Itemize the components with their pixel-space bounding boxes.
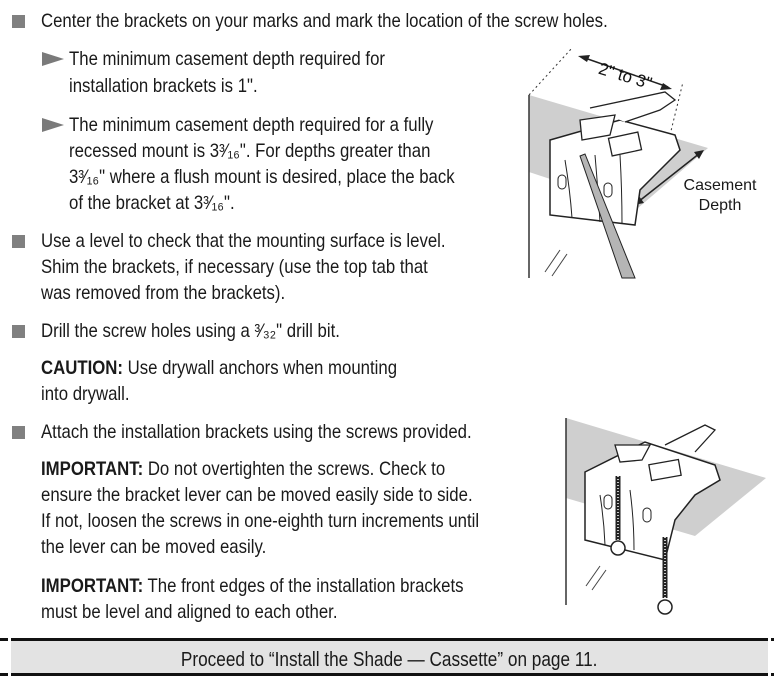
bracket-marking-illustration [510, 40, 774, 290]
caution-line-1: CAUTION: Use drywall anchors when mounting [41, 357, 398, 379]
next-step-banner [11, 638, 768, 676]
important-1-line-1: IMPORTANT: Do not overtighten the screws. Check to [41, 458, 446, 480]
note-1-line-2: installation brackets is 1". [69, 75, 258, 97]
important-1-line-2: ensure the bracket lever can be moved easily side to side. [41, 484, 473, 506]
bracket-screws-illustration [530, 400, 774, 630]
step-bullet [12, 426, 25, 439]
bracket-marking-drawing [510, 40, 774, 290]
note-2-line-2: recessed mount is 3³⁄₁₆". For depths greater than [69, 140, 431, 162]
step-2-line-1: Use a level to check that the mounting surface is level. [41, 230, 446, 252]
bracket-screws-drawing [530, 400, 774, 630]
note-2-line-4: of the bracket at 3³⁄₁₆". [69, 192, 235, 214]
important-1-line-4: the lever can be moved easily. [41, 536, 267, 558]
note-1-line-1: The minimum casement depth required for [69, 48, 385, 70]
step-bullet [12, 15, 25, 28]
svg-text:2" to 3": 2" to 3" [596, 59, 655, 94]
step-3-text: Drill the screw holes using a ³⁄₃₂" drill bit. [41, 320, 340, 342]
casement-depth-label: Casement Depth [683, 177, 757, 214]
step-4-text: Attach the installation brackets using the screws provided. [41, 421, 472, 443]
step-bullet [12, 235, 25, 248]
step-2-line-3: was removed from the brackets). [41, 282, 286, 304]
important-1-line-3: If not, loosen the screws in one-eighth turn increments until [41, 510, 480, 532]
step-bullet [12, 325, 25, 338]
important-2-line-1: IMPORTANT: The front edges of the installation brackets [41, 575, 464, 597]
caution-line-2: into drywall. [41, 383, 130, 405]
note-2-line-3: 3³⁄₁₆" where a flush mount is desired, place the back [69, 166, 455, 188]
next-step-text: Proceed to “Install the Shade — Cassette” on page 11. [181, 649, 598, 671]
step-1-text: Center the brackets on your marks and mark the location of the screw holes. [41, 10, 608, 32]
step-2-line-2: Shim the brackets, if necessary (use the top tab that [41, 256, 428, 278]
caution-label: CAUTION: [41, 357, 123, 379]
note-arrow-icon [42, 52, 64, 66]
important-label: IMPORTANT: [41, 458, 144, 480]
note-arrow-icon [42, 118, 64, 132]
important-2-line-2: must be level and aligned to each other. [41, 601, 338, 623]
important-label: IMPORTANT: [41, 575, 144, 597]
note-2-line-1: The minimum casement depth required for a fully [69, 114, 434, 136]
